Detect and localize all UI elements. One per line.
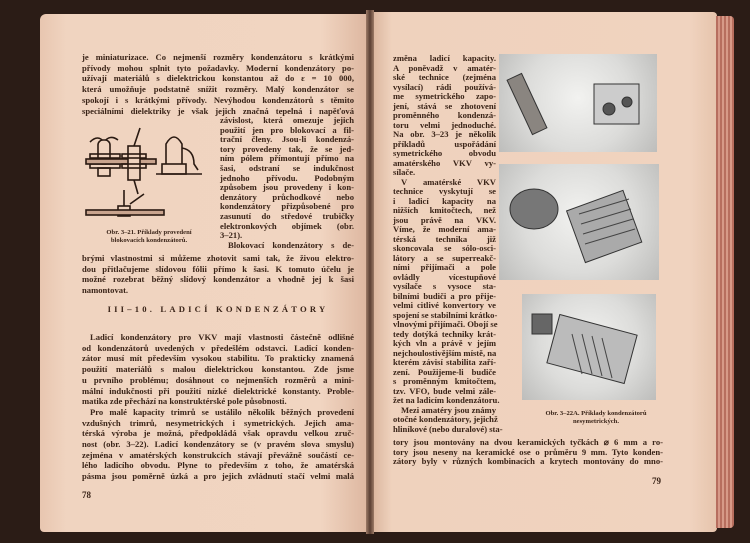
text-line: A poněvadž v amatér- [393,62,496,73]
text-line: která umožňuje podstatně snížit rozměry. Malý kondenzátor se [82,84,354,95]
text-line: brými vlastnostmi si můžeme zhotovit sami tak, že živou elektro- [82,253,354,263]
text-line: vlnovými přijímači. Obojí se [393,319,498,329]
text-line: Na obr. 3–23 je několik [393,129,496,139]
left-text-beside-figure [220,116,354,250]
text-line: vysílače s vysoce sta- [393,281,496,291]
text-line: příkladů uspořádání [393,138,496,149]
text-line: žet na ladicím kondenzátoru. [393,395,500,405]
figure-caption-3-21 [82,229,216,245]
text-line: jení, stává se zhotovení [393,100,496,111]
text-line: je miniaturizace. Co nejmenší rozměry kondenzátoru s krátkými [82,52,354,62]
text-line: tory jsou montovány na dvou keramických tyčkách ⌀ 6 mm a ro- [393,437,663,447]
text-line: jednoho přívodu. Podobným [220,172,354,183]
right-text-column [393,53,503,434]
text-line: vysílací) rádi používá- [393,81,496,92]
text-line: 3–21). [220,230,243,241]
text-line: otočné kondenzátory, jejichž [393,414,498,424]
text-line: změna ladicí kapacity. [393,53,496,63]
left-text-middle [82,253,354,296]
text-line: nižších kmitočtech, než [393,205,496,215]
text-line: V amatérské VKV [401,176,496,187]
caption-line: blokovacích kondenzátorů. [110,237,188,244]
text-line: me symetrického zapo- [393,91,496,101]
text-line: amatérského VKV vy- [393,157,496,168]
text-line: spokojí i s krátkými přívody. Nevýhodou kondenzátorů s těmito [82,94,354,105]
book-gutter [366,10,374,534]
text-line: technice vyskytují se [393,186,496,196]
text-line: spojení se stabilními krátko- [393,309,498,320]
text-line: s proměnným kmitočtem, [393,376,496,386]
text-line: bilními budiči a pro přije- [393,290,496,301]
section-heading: III–10. LADICÍ KONDENZÁTORY [107,304,329,314]
text-line: přívody mohou splnit tyto požadavky. Moderní kondenzátory po- [82,62,354,73]
caption-line: Obr. 3–22A. Příklady kondenzátorů [545,410,647,417]
text-line: ním pólem přímontují přímo na [220,153,354,164]
text-line: Pro malé kapacity trimrů se ustálilo několik běžných provedení [90,406,354,417]
trimmer-capacitor-image [499,54,657,152]
text-line: zátory byly v různých kombinacích a krytech montovány do mno- [393,456,663,467]
text-line: ské technice (zejména [393,72,496,82]
text-line: pásma jsou poměrně úzká a pro jejich zvládnutí stačí velmi malá [82,471,354,482]
text-line: térská výroba je možná, předpokládá však opravdu velkou zruč- [82,428,354,439]
text-line: namontovat. [82,285,129,296]
text-line: kých vln a právě v jejím [393,338,496,348]
text-line: závislost, která omezuje jejich [220,115,354,125]
text-line: kondenzátory přizpůsobené pro [220,201,354,212]
text-line: Víme, že moderní ama- [393,224,496,234]
text-line: možné rozebrat běžný slídový kondenzátor a vhodně jej k šasi [82,274,354,285]
text-line: způsobem jsou provedeny i kon- [220,182,354,193]
text-line: zejména v amatérských konstrukcích stávají převážně součástí ce- [82,449,354,460]
text-line: vzdušných trimrů, nesymetrických i symetrických. Jejich ama- [82,417,354,428]
text-line: matika zde přechází na konstruktérské pole působnosti. [82,396,287,407]
text-line: nejchoulostivějším místě, na [393,347,497,358]
text-line: šasi, odstraní se indukčnost [220,162,354,173]
text-line: ními přijímači a pole [393,262,496,272]
caption-line: Obr. 3–21. Příklady provedení [106,229,192,236]
variable-capacitor-image [499,164,659,280]
page-number-left: 78 [82,490,91,500]
page-stack-edge [716,16,734,528]
text-line: trační členy. Jsou-li kondenzá- [220,134,354,145]
text-line: nost (obr. 3–22). Ladicí kondenzátory se (v pravém slova smyslu) [82,439,354,450]
caption-line: nesymetrických. [573,418,619,425]
text-line: speciálními dielektriky je však jejich značná tepelná i napěťová [82,105,354,116]
text-line: kterém závisí stabilita zaří- [393,357,496,367]
text-line: tory jsou neseny na keramické ose o průměru 9 mm. Tyto konden- [393,446,663,457]
figure-caption-3-22a [532,410,660,426]
text-line: toru velmi jednoduché. [393,119,496,130]
text-line: Mezi amatéry jsou známy [401,404,496,415]
capacitor-photo-1 [499,54,657,152]
text-line: Blokovací kondenzátory s de- [228,239,354,250]
text-line: látory a se superreakč- [393,252,496,263]
text-line: dou přitlačujeme slídovou fólii přímo k šasi. K tomuto účelu je [82,263,354,274]
text-line: sílače. [393,167,416,177]
text-line: hliníkové (nebo duralové) sta- [393,423,503,434]
text-line: zátor musí mít především vysokou stabilitu. To prakticky znamená [82,353,354,364]
text-line: použití materiálů s malou dielektrickou konstantou. Zde jsme [82,364,354,375]
text-line: zasunutí do středové trubičky [220,210,354,221]
air-trimmer-image [522,294,656,400]
text-line: ovládly vícestupňové [393,271,496,282]
text-line: tzv. VFO, bude velmi zále- [393,385,496,396]
text-line: užívají materiálů s dielektrickou konstantou až do ε = 10 000, [82,73,354,84]
text-line: mální indukčnosti při použití nízké dielektrické konstanty. Proble- [82,385,354,396]
text-line: denzátory průchodkové nebo [220,191,354,202]
text-line: elektronkových objímek (obr. [220,220,354,231]
blocking-capacitor-figure [84,124,218,222]
text-line: jsou právě na VKV. [393,214,496,225]
right-text-bottom [393,438,663,467]
page-number-right: 79 [652,476,661,486]
text-line: i ladicí kapacity na [393,195,496,206]
text-line: zení. Použijeme-li budiče [393,366,496,377]
text-line: od kondenzátorů uvedených v předešlém odstavci. Ladicí konden- [82,342,354,353]
left-text-bottom [82,332,354,482]
text-line: u prvního problému; dosáhnout co nejmenších rozměrů a mini- [82,374,354,385]
capacitor-photo-3 [522,294,656,400]
text-line: velmi citlivé konvertory ve [393,300,496,310]
text-line: térská technika již [393,233,496,244]
capacitor-photo-2 [499,164,659,280]
text-line: Ladicí kondenzátory pro VKV mají vlastnosti částečně odlišné [90,332,354,342]
text-line: symetrického obvodu [393,148,496,158]
text-line: lého ladicího obvodu. Plyne to především z toho, že amatérská [82,460,354,471]
text-line: tory provedeny tak, že se jed- [220,143,354,154]
text-line: skoncovala se sólo-osci- [393,243,496,253]
text-line: použití jen pro blokovací a fil- [220,124,354,135]
left-text-top [82,52,354,116]
text-line: proměnného kondenzá- [393,110,496,120]
text-line: tedy dotýká techniky krát- [393,328,496,339]
